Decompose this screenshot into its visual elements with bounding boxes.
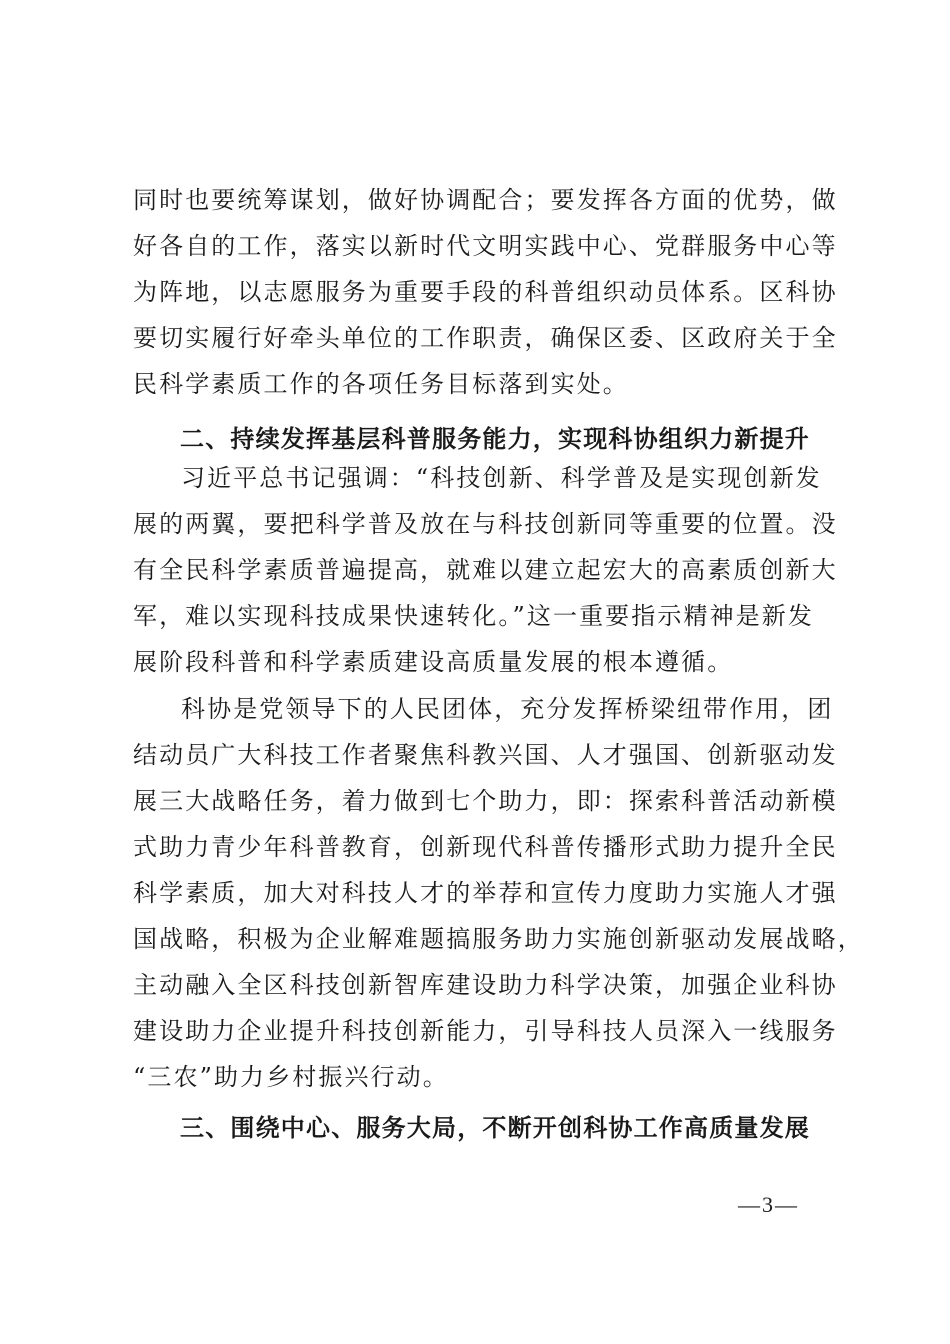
- page-number: —3—: [738, 1192, 799, 1217]
- text-line: 科学素质，加大对科技人才的举荐和宣传力度助力实施人才强: [133, 879, 838, 907]
- text-line: “三农”助力乡村振兴行动。: [133, 1063, 449, 1091]
- text-line: 建设助力企业提升科技创新能力，引导科技人员深入一线服务: [133, 1017, 838, 1045]
- text-line: 好各自的工作，落实以新时代文明实践中心、党群服务中心等: [133, 232, 838, 260]
- paragraph-quote: [133, 455, 838, 685]
- text-line: 为阵地，以志愿服务为重要手段的科普组织动员体系。区科协: [133, 278, 838, 306]
- text-line: 民科学素质工作的各项任务目标落到实处。: [133, 370, 629, 398]
- text-line: 展阶段科普和科学素质建设高质量发展的根本遵循。: [133, 648, 734, 676]
- text-line: 主动融入全区科技创新智库建设助力科学决策，加强企业科协: [133, 971, 838, 999]
- section-heading-2: 二、持续发挥基层科普服务能力，实现科协组织力新提升: [180, 425, 810, 453]
- text-line: 有全民科学素质普遍提高，就难以建立起宏大的高素质创新大: [133, 556, 838, 584]
- paragraph-continuation: [133, 177, 838, 407]
- paragraph-seven-assists: [133, 686, 864, 1100]
- section-heading-3: 三、围绕中心、服务大局，不断开创科协工作高质量发展: [180, 1114, 810, 1142]
- text-line: 科协是党领导下的人民团体，充分发挥桥梁纽带作用，团: [181, 695, 834, 723]
- text-line: 式助力青少年科普教育，创新现代科普传播形式助力提升全民: [133, 833, 838, 861]
- text-line: 展的两翼，要把科学普及放在与科技创新同等重要的位置。没: [133, 510, 838, 538]
- text-line: 展三大战略任务，着力做到七个助力，即：探索科普活动新模: [133, 787, 838, 815]
- text-line: 要切实履行好牵头单位的工作职责，确保区委、区政府关于全: [133, 324, 838, 352]
- text-line: 同时也要统筹谋划，做好协调配合；要发挥各方面的优势，做: [133, 186, 838, 214]
- text-line: 国战略，积极为企业解难题搞服务助力实施创新驱动发展战略，: [133, 925, 864, 953]
- text-line: 习近平总书记强调：“科技创新、科学普及是实现创新发: [181, 464, 822, 492]
- text-line: 结动员广大科技工作者聚焦科教兴国、人才强国、创新驱动发: [133, 741, 838, 769]
- text-line: 军，难以实现科技成果快速转化。”这一重要指示精神是新发: [133, 602, 814, 630]
